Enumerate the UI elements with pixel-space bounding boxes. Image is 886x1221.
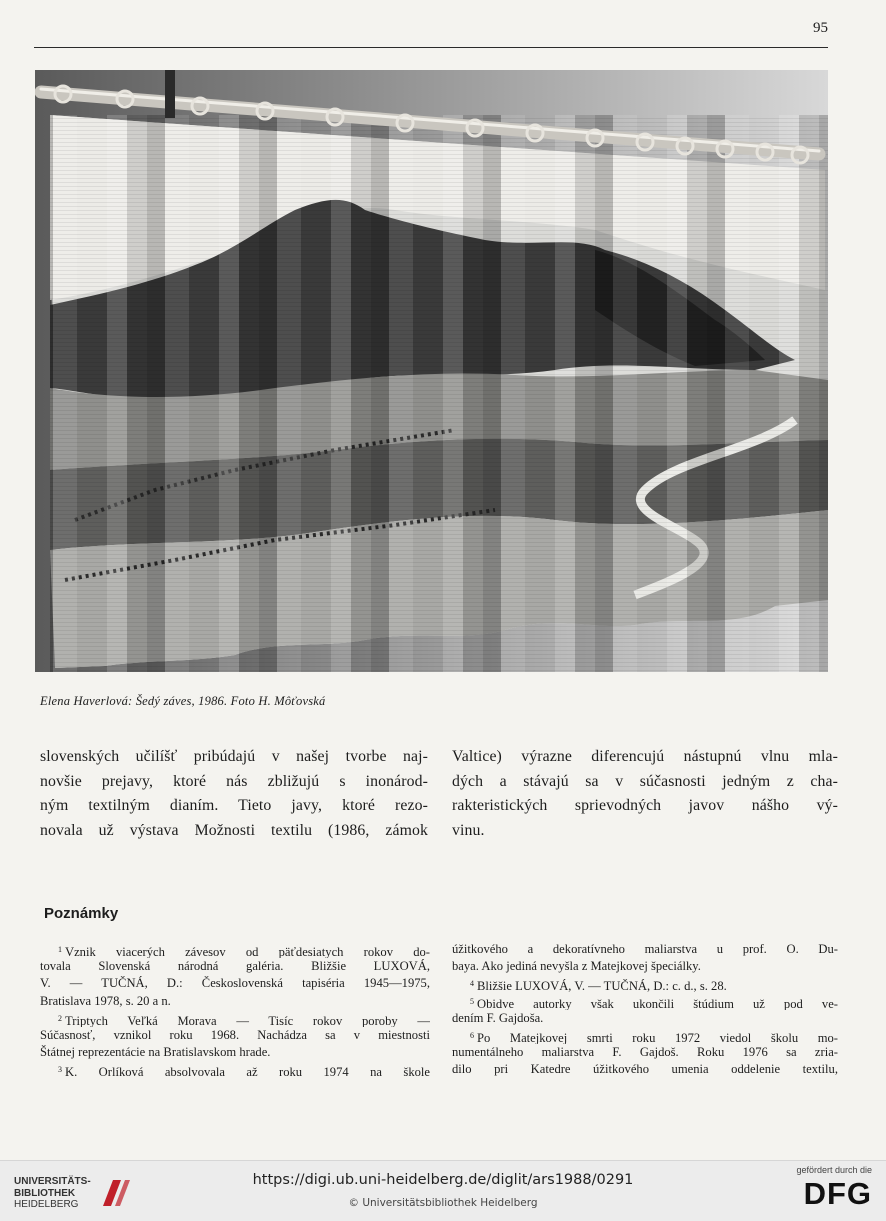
body-line: slovenských učilíšť pribúdajú v našej tvorbe naj- [40,748,428,765]
footnote-line: Bratislava 1978, s. 20 a n. [40,993,171,1008]
footnote-line: $^6$ Po Matejkovej smrti roku 1972 viedol školu mo- [470,1030,838,1045]
body-line: Valtice) výrazne diferencujú nástupnú vlnu mla- [452,748,838,765]
header-rule [34,47,828,48]
page-number: 95 [813,20,828,36]
footnote-line: $^1$ Vznik viacerých závesov od päťdesiatych rokov do- [58,945,430,959]
footnote-line: $^5$ Obidve autorky však ukončili štúdium už pod ve- [470,996,838,1010]
library-name-line: HEIDELBERG [14,1199,79,1210]
footnote-number: 4 [470,979,474,989]
footnote-line: baya. Ako jediná nevyšla z Matejkovej špeciálky. [452,959,701,974]
dfg-logo[interactable] [796,1165,872,1210]
body-line: ným textilným dianím. Tieto javy, ktoré rezo- [40,797,428,814]
footnote-number: 1 [58,945,62,954]
footnote-line: dilo pri Katedre úžitkového umenia oddelenie textilu, [452,1062,838,1077]
footnotes-left-column [40,941,430,1079]
footnote-line: úžitkového a dekoratívneho maliarstva u prof. O. Du- [452,942,838,956]
body-text-right-column [452,745,838,843]
tapestry-illustration [35,70,828,672]
footnote-number: 6 [470,1030,474,1040]
footnote-number: 2 [58,1013,62,1023]
body-line: rakteristických sprievodných javov nášho vý- [452,797,838,814]
footnote-number: 3 [58,1065,62,1075]
body-line: novala už výstava Možnosti textilu (1986, zámok [40,821,428,839]
footnote-line: $^3$ K. Orlíková absolvovala až roku 1974 na škole [58,1065,430,1079]
footnote-line: Štátnej reprezentácie na Bratislavskom hrade. [40,1045,271,1060]
funded-by-label: gefördert durch die [796,1165,872,1175]
footer-bar [0,1160,886,1221]
permalink-url[interactable]: https://digi.ub.uni-heidelberg.de/diglit/ars1988/0291 [252,1172,634,1188]
body-text-left-column [40,745,428,843]
figure-caption: Elena Haverlová: Šedý záves, 1986. Foto H. Môťovská [40,694,326,708]
library-name-line: UNIVERSITÄTS- [14,1176,91,1187]
body-line: vinu. [452,821,485,839]
dfg-wordmark: DFG [803,1176,872,1211]
tapestry-photo [35,70,828,672]
footnote-line: Súčasnosť, vznikol roku 1968. Nachádza sa v miestnosti [40,1027,430,1042]
library-name-line: BIBLIOTHEK [14,1187,76,1199]
footnote-line: V. — TUČNÁ, D.: Československá tapiséria 1945—1975, [40,976,430,991]
footnote-line: dením F. Gajdoša. [452,1010,544,1025]
footnote-line: $^2$ Triptych Veľká Morava — Tisíc rokov poroby — [58,1013,430,1027]
copyright-notice: © Universitätsbibliothek Heidelberg [348,1197,538,1209]
footnote-number: 5 [470,996,474,1006]
body-line: dých a stávajú sa v súčasnosti jedným z cha- [452,772,838,790]
footnote-line: $^4$ Bližšie LUXOVÁ, V. — TUČNÁ, D.: c. d., s. 28. [470,979,727,993]
notes-heading: Poznámky [44,905,119,922]
body-line: novšie prejavy, ktoré nás zbližujú s inonárod- [40,772,428,790]
footnote-line: tovala Slovenská národná galéria. Bližšie LUXOVÁ, [40,959,430,974]
footnotes-right-column [452,941,838,1079]
footnote-line: numentálneho maliarstva F. Gajdoš. Roku 1976 sa zria- [452,1045,838,1060]
